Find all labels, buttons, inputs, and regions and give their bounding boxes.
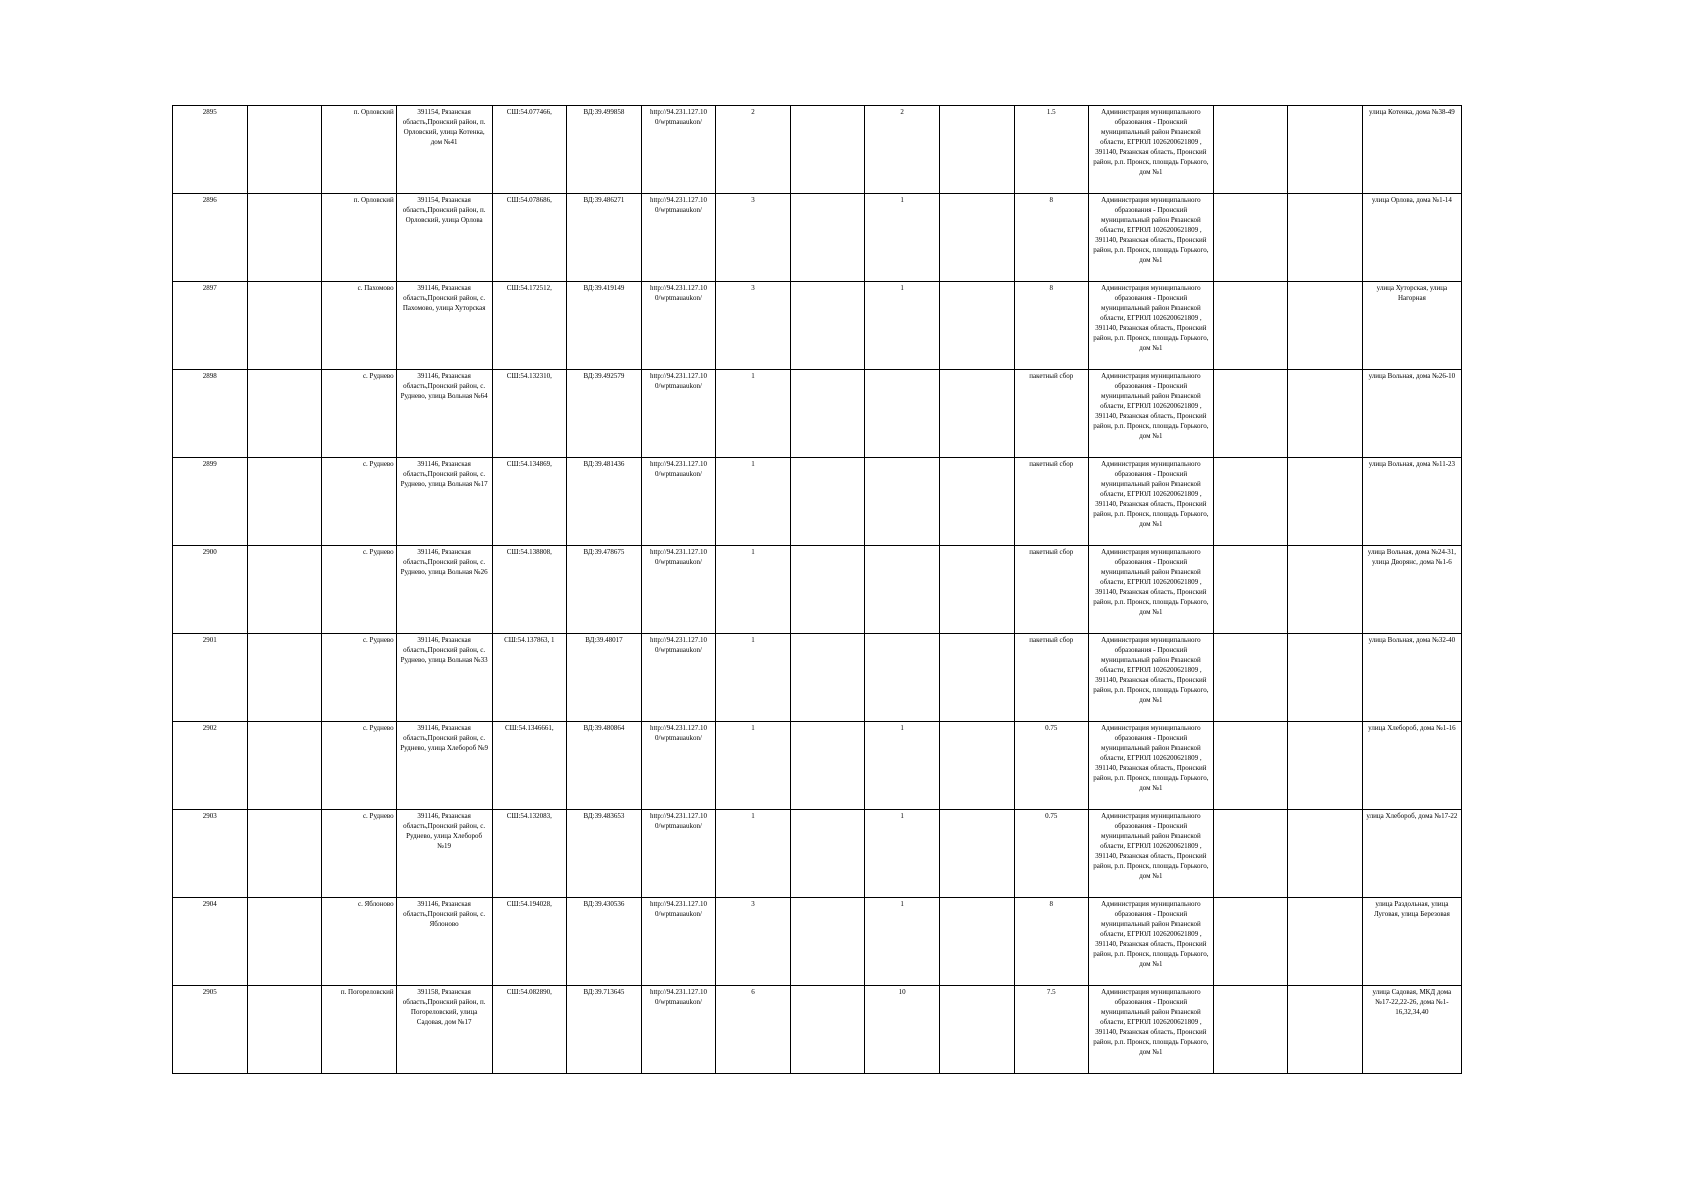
settlement-cell: с. Пахомово [322, 282, 397, 370]
url-cell: http://94.231.127.10 0/wptmauaukon/ [641, 898, 716, 986]
latitude-cell: СШ:54.137863, 1 [492, 634, 567, 722]
latitude-cell: СШ:54.1346661, [492, 722, 567, 810]
empty-cell [1213, 810, 1288, 898]
table-row [173, 282, 1462, 370]
url-cell: http://94.231.127.10 0/wptmauaukon/ [641, 282, 716, 370]
latitude-cell: СШ:54.194028, [492, 898, 567, 986]
area-cell: 0.75 [1014, 722, 1089, 810]
empty-cell [247, 546, 322, 634]
empty-cell [247, 106, 322, 194]
owner-organization-cell: Администрация муниципального образования - Пронский муниципальный район Рязанской области, ЕГРЮЛ 1026200621809 , 391140, Рязанская область, Пронский район, р.п. Пронск, площадь Горького, дом №1 [1089, 546, 1214, 634]
settlement-cell: с. Руднево [322, 546, 397, 634]
empty-cell [1288, 546, 1363, 634]
longitude-cell: ВД:39.483653 [567, 810, 642, 898]
empty-cell [1213, 898, 1288, 986]
table-row [173, 546, 1462, 634]
container-volume-cell: 1 [865, 282, 940, 370]
empty-cell [247, 194, 322, 282]
container-volume-cell: 1 [865, 194, 940, 282]
settlement-cell: с. Яблоново [322, 898, 397, 986]
served-objects-cell: улица Вольная, дома №11-23 [1362, 458, 1461, 546]
settlement-cell: с. Руднево [322, 722, 397, 810]
owner-organization-cell: Администрация муниципального образования - Пронский муниципальный район Рязанской области, ЕГРЮЛ 1026200621809 , 391140, Рязанская область, Пронский район, р.п. Пронск, площадь Горького, дом №1 [1089, 106, 1214, 194]
empty-cell [939, 810, 1014, 898]
owner-organization-cell: Администрация муниципального образования - Пронский муниципальный район Рязанской области, ЕГРЮЛ 1026200621809 , 391140, Рязанская область, Пронский район, р.п. Пронск, площадь Горького, дом №1 [1089, 458, 1214, 546]
container-volume-cell: 2 [865, 106, 940, 194]
empty-cell [247, 282, 322, 370]
owner-organization-cell: Администрация муниципального образования - Пронский муниципальный район Рязанской области, ЕГРЮЛ 1026200621809 , 391140, Рязанская область, Пронский район, р.п. Пронск, площадь Горького, дом №1 [1089, 986, 1214, 1074]
container-volume-cell: 10 [865, 986, 940, 1074]
owner-organization-cell: Администрация муниципального образования - Пронский муниципальный район Рязанской области, ЕГРЮЛ 1026200621809 , 391140, Рязанская область, Пронский район, р.п. Пронск, площадь Горького, дом №1 [1089, 282, 1214, 370]
empty-cell [1288, 458, 1363, 546]
container-volume-cell: 1 [865, 898, 940, 986]
empty-cell [790, 546, 865, 634]
empty-cell [247, 634, 322, 722]
address-cell: 391146, Рязанская область,Пронский район, с. Руднево, улица Хлебороб №19 [396, 810, 492, 898]
containers-count-cell: 1 [716, 810, 791, 898]
empty-cell [790, 194, 865, 282]
row-number: 2897 [173, 282, 248, 370]
row-number: 2896 [173, 194, 248, 282]
empty-cell [1213, 458, 1288, 546]
containers-count-cell: 1 [716, 546, 791, 634]
table-row [173, 194, 1462, 282]
longitude-cell: ВД:39.481436 [567, 458, 642, 546]
settlement-cell: с. Руднево [322, 370, 397, 458]
settlement-cell: с. Руднево [322, 458, 397, 546]
empty-cell [790, 986, 865, 1074]
served-objects-cell: улица Хуторская, улица Нагорная [1362, 282, 1461, 370]
address-cell: 391146, Рязанская область,Пронский район, с. Яблоново [396, 898, 492, 986]
url-cell: http://94.231.127.10 0/wptmauaukon/ [641, 194, 716, 282]
empty-cell [1288, 986, 1363, 1074]
table-row [173, 986, 1462, 1074]
containers-count-cell: 2 [716, 106, 791, 194]
empty-cell [790, 370, 865, 458]
containers-count-cell: 3 [716, 194, 791, 282]
owner-organization-cell: Администрация муниципального образования - Пронский муниципальный район Рязанской области, ЕГРЮЛ 1026200621809 , 391140, Рязанская область, Пронский район, р.п. Пронск, площадь Горького, дом №1 [1089, 634, 1214, 722]
longitude-cell: ВД:39.492579 [567, 370, 642, 458]
table-row [173, 634, 1462, 722]
empty-cell [1213, 106, 1288, 194]
owner-organization-cell: Администрация муниципального образования - Пронский муниципальный район Рязанской области, ЕГРЮЛ 1026200621809 , 391140, Рязанская область, Пронский район, р.п. Пронск, площадь Горького, дом №1 [1089, 810, 1214, 898]
row-number: 2902 [173, 722, 248, 810]
empty-cell [247, 898, 322, 986]
latitude-cell: СШ:54.077466, [492, 106, 567, 194]
url-cell: http://94.231.127.10 0/wptmauaukon/ [641, 722, 716, 810]
empty-cell [1288, 810, 1363, 898]
empty-cell [939, 458, 1014, 546]
area-cell: 7.5 [1014, 986, 1089, 1074]
container-volume-cell: 1 [865, 810, 940, 898]
area-cell: пакетный сбор [1014, 546, 1089, 634]
settlement-cell: п. Орловский [322, 194, 397, 282]
containers-count-cell: 3 [716, 282, 791, 370]
row-number: 2899 [173, 458, 248, 546]
empty-cell [939, 106, 1014, 194]
longitude-cell: ВД:39.419149 [567, 282, 642, 370]
settlement-cell: с. Руднево [322, 810, 397, 898]
served-objects-cell: улица Хлебороб, дома №17-22 [1362, 810, 1461, 898]
empty-cell [1213, 194, 1288, 282]
empty-cell [1288, 634, 1363, 722]
owner-organization-cell: Администрация муниципального образования - Пронский муниципальный район Рязанской области, ЕГРЮЛ 1026200621809 , 391140, Рязанская область, Пронский район, р.п. Пронск, площадь Горького, дом №1 [1089, 898, 1214, 986]
area-cell: 8 [1014, 194, 1089, 282]
served-objects-cell: улица Орлова, дома №1-14 [1362, 194, 1461, 282]
area-cell: 0.75 [1014, 810, 1089, 898]
url-cell: http://94.231.127.10 0/wptmauaukon/ [641, 546, 716, 634]
served-objects-cell: улица Котенка, дома №38-49 [1362, 106, 1461, 194]
address-cell: 391146, Рязанская область,Пронский район, с. Руднево, улица Вольная №64 [396, 370, 492, 458]
empty-cell [939, 370, 1014, 458]
row-number: 2903 [173, 810, 248, 898]
empty-cell [939, 546, 1014, 634]
row-number: 2895 [173, 106, 248, 194]
url-cell: http://94.231.127.10 0/wptmauaukon/ [641, 106, 716, 194]
served-objects-cell: улица Вольная, дома №32-40 [1362, 634, 1461, 722]
empty-cell [1288, 898, 1363, 986]
container-volume-cell [865, 370, 940, 458]
container-volume-cell [865, 546, 940, 634]
latitude-cell: СШ:54.082890, [492, 986, 567, 1074]
empty-cell [939, 722, 1014, 810]
empty-cell [790, 282, 865, 370]
longitude-cell: ВД:39.486271 [567, 194, 642, 282]
longitude-cell: ВД:39.480864 [567, 722, 642, 810]
table-row [173, 106, 1462, 194]
empty-cell [1288, 282, 1363, 370]
area-cell: пакетный сбор [1014, 370, 1089, 458]
containers-count-cell: 1 [716, 634, 791, 722]
empty-cell [790, 898, 865, 986]
latitude-cell: СШ:54.172512, [492, 282, 567, 370]
area-cell: пакетный сбор [1014, 634, 1089, 722]
empty-cell [939, 282, 1014, 370]
empty-cell [1288, 194, 1363, 282]
settlement-cell: п. Орловский [322, 106, 397, 194]
longitude-cell: ВД:39.430536 [567, 898, 642, 986]
empty-cell [247, 370, 322, 458]
containers-count-cell: 1 [716, 458, 791, 546]
registry-table [172, 105, 1462, 1074]
empty-cell [247, 722, 322, 810]
owner-organization-cell: Администрация муниципального образования - Пронский муниципальный район Рязанской области, ЕГРЮЛ 1026200621809 , 391140, Рязанская область, Пронский район, р.п. Пронск, площадь Горького, дом №1 [1089, 370, 1214, 458]
table-row [173, 898, 1462, 986]
url-cell: http://94.231.127.10 0/wptmauaukon/ [641, 810, 716, 898]
empty-cell [1288, 722, 1363, 810]
owner-organization-cell: Администрация муниципального образования - Пронский муниципальный район Рязанской области, ЕГРЮЛ 1026200621809 , 391140, Рязанская область, Пронский район, р.п. Пронск, площадь Горького, дом №1 [1089, 194, 1214, 282]
container-volume-cell: 1 [865, 722, 940, 810]
url-cell: http://94.231.127.10 0/wptmauaukon/ [641, 986, 716, 1074]
url-cell: http://94.231.127.10 0/wptmauaukon/ [641, 634, 716, 722]
table-row [173, 810, 1462, 898]
empty-cell [790, 722, 865, 810]
served-objects-cell: улица Вольная, дома №26-10 [1362, 370, 1461, 458]
latitude-cell: СШ:54.134869, [492, 458, 567, 546]
empty-cell [247, 986, 322, 1074]
empty-cell [1213, 370, 1288, 458]
address-cell: 391146, Рязанская область,Пронский район, с. Руднево, улица Вольная №17 [396, 458, 492, 546]
empty-cell [1288, 106, 1363, 194]
area-cell: 8 [1014, 898, 1089, 986]
containers-count-cell: 6 [716, 986, 791, 1074]
latitude-cell: СШ:54.132083, [492, 810, 567, 898]
latitude-cell: СШ:54.132310, [492, 370, 567, 458]
served-objects-cell: улица Хлебороб, дома №1-16 [1362, 722, 1461, 810]
longitude-cell: ВД:39.713645 [567, 986, 642, 1074]
address-cell: 391154, Рязанская область,Пронский район, п. Орловский, улица Орлова [396, 194, 492, 282]
table-row [173, 722, 1462, 810]
row-number: 2904 [173, 898, 248, 986]
empty-cell [1213, 282, 1288, 370]
empty-cell [1213, 634, 1288, 722]
url-cell: http://94.231.127.10 0/wptmauaukon/ [641, 370, 716, 458]
area-cell: пакетный сбор [1014, 458, 1089, 546]
address-cell: 391158, Рязанская область,Пронский район, п. Погореловский, улица Садовая, дом №17 [396, 986, 492, 1074]
empty-cell [1288, 370, 1363, 458]
table-row [173, 458, 1462, 546]
empty-cell [247, 810, 322, 898]
served-objects-cell: улица Раздольная, улица Луговая, улица Березовая [1362, 898, 1461, 986]
url-cell: http://94.231.127.10 0/wptmauaukon/ [641, 458, 716, 546]
served-objects-cell: улица Садовая, МКД дома №17-22,22-26, дома №1-16,32,34,40 [1362, 986, 1461, 1074]
row-number: 2900 [173, 546, 248, 634]
empty-cell [790, 810, 865, 898]
longitude-cell: ВД:39.499858 [567, 106, 642, 194]
empty-cell [1213, 986, 1288, 1074]
longitude-cell: ВД:39.478675 [567, 546, 642, 634]
empty-cell [790, 458, 865, 546]
containers-count-cell: 1 [716, 722, 791, 810]
table-row [173, 370, 1462, 458]
containers-count-cell: 1 [716, 370, 791, 458]
empty-cell [790, 106, 865, 194]
empty-cell [939, 986, 1014, 1074]
containers-count-cell: 3 [716, 898, 791, 986]
latitude-cell: СШ:54.078686, [492, 194, 567, 282]
address-cell: 391146, Рязанская область,Пронский район, с. Руднево, улица Вольная №26 [396, 546, 492, 634]
empty-cell [1213, 722, 1288, 810]
container-volume-cell [865, 458, 940, 546]
empty-cell [939, 194, 1014, 282]
row-number: 2905 [173, 986, 248, 1074]
empty-cell [939, 898, 1014, 986]
row-number: 2901 [173, 634, 248, 722]
container-volume-cell [865, 634, 940, 722]
settlement-cell: п. Погореловский [322, 986, 397, 1074]
longitude-cell: ВД:39.48017 [567, 634, 642, 722]
owner-organization-cell: Администрация муниципального образования - Пронский муниципальный район Рязанской области, ЕГРЮЛ 1026200621809 , 391140, Рязанская область, Пронский район, р.п. Пронск, площадь Горького, дом №1 [1089, 722, 1214, 810]
row-number: 2898 [173, 370, 248, 458]
settlement-cell: с. Руднево [322, 634, 397, 722]
empty-cell [790, 634, 865, 722]
served-objects-cell: улица Вольная, дома №24-31, улица Дворянс, дома №1-6 [1362, 546, 1461, 634]
address-cell: 391154, Рязанская область,Пронский район, п. Орловский, улица Котенка, дом №41 [396, 106, 492, 194]
empty-cell [939, 634, 1014, 722]
address-cell: 391146, Рязанская область,Пронский район, с. Пахомово, улица Хуторская [396, 282, 492, 370]
latitude-cell: СШ:54.138808, [492, 546, 567, 634]
address-cell: 391146, Рязанская область,Пронский район, с. Руднево, улица Хлебороб №9 [396, 722, 492, 810]
empty-cell [1213, 546, 1288, 634]
empty-cell [247, 458, 322, 546]
address-cell: 391146, Рязанская область,Пронский район, с. Руднево, улица Вольная №33 [396, 634, 492, 722]
area-cell: 8 [1014, 282, 1089, 370]
area-cell: 1.5 [1014, 106, 1089, 194]
